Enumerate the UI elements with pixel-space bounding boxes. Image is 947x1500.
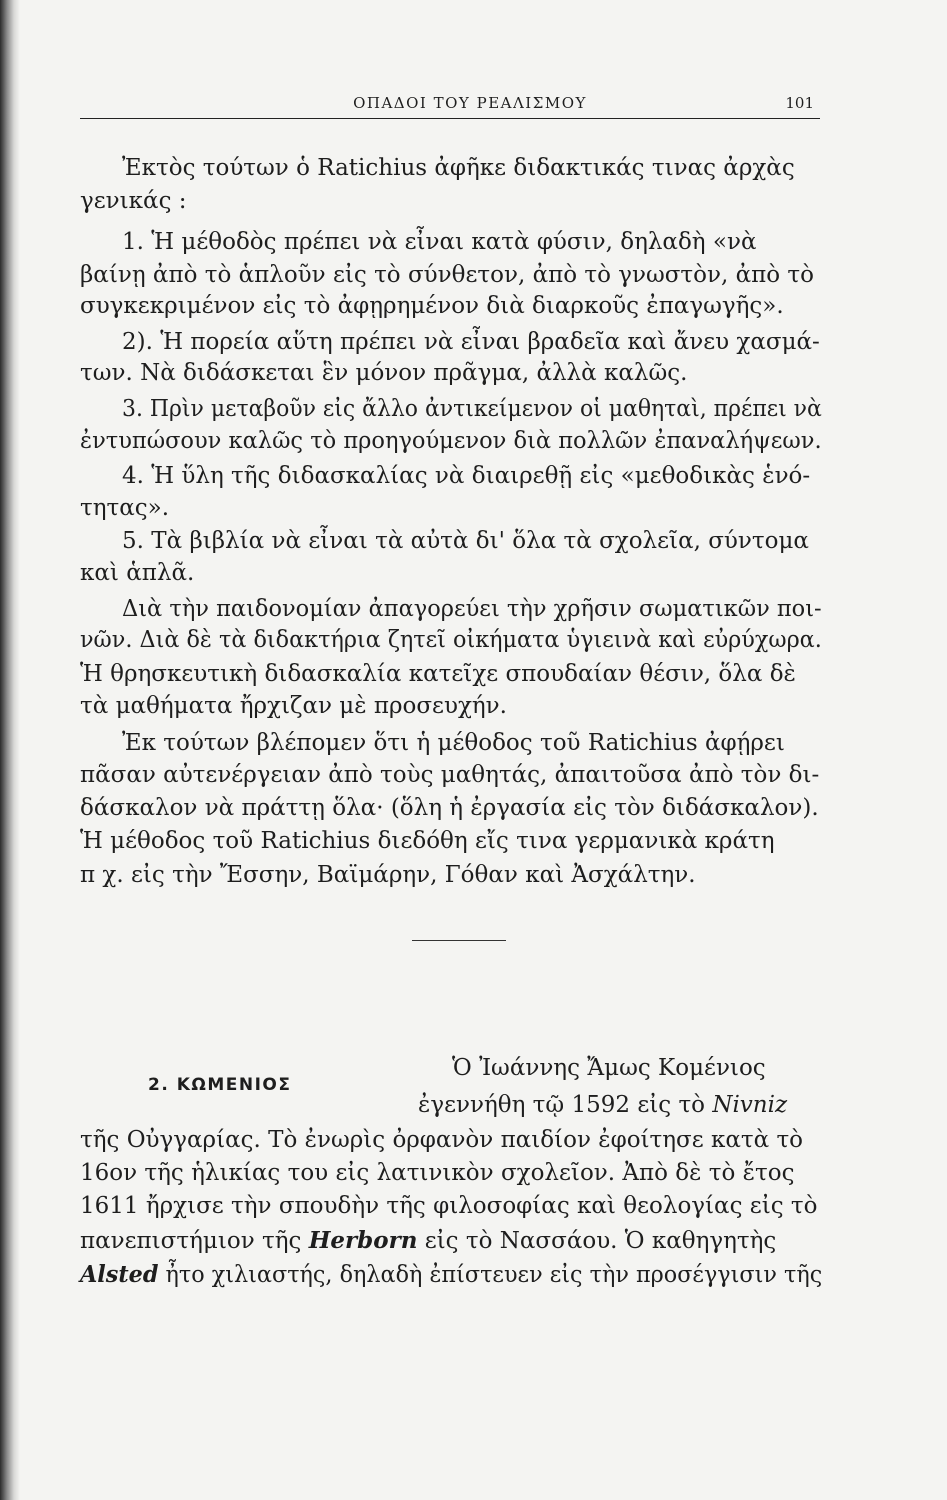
text-line: τῆς Οὐγγαρίας. Τὸ ἐνωρὶς ὀρφανὸν παιδίον ἐφοίτησε κατὰ τὸ xyxy=(80,1127,804,1153)
person-name: Alsted xyxy=(80,1261,159,1288)
text-line: 1. Ἡ μέθοδὸς πρέπει νὰ εἶναι κατὰ φύσιν, δηλαδὴ «νὰ xyxy=(122,229,757,255)
text-line: δάσκαλον νὰ πράττῃ ὅλα· (ὅλη ἡ ἐργασία εἰς τὸν διδάσκαλον). xyxy=(80,795,819,821)
page-number: 101 xyxy=(785,94,814,112)
text-run: πανεπιστήμιον τῆς xyxy=(80,1228,309,1254)
text-line: Διὰ τὴν παιδονομίαν ἀπαγορεύει τὴν χρῆσιν σωματικῶν ποι- xyxy=(122,596,822,622)
section-heading: 2. ΚΩΜΕΝΙΟΣ xyxy=(148,1075,292,1095)
text-line: των. Νὰ διδάσκεται ἓν μόνον πρᾶγμα, ἀλλὰ καλῶς. xyxy=(80,360,688,386)
page-header xyxy=(80,92,820,119)
text-line: 3. Πρὶν μεταβοῦν εἰς ἄλλο ἀντικείμενον οἱ μαθηταὶ, πρέπει νὰ xyxy=(122,396,822,422)
text-line: γενικάς : xyxy=(80,188,187,214)
text-line xyxy=(418,1094,787,1117)
text-line: συγκεκριμένον εἰς τὸ ἀφῃρημένον διὰ διαρκοῦς ἐπαγωγῆς». xyxy=(80,293,784,319)
text-line: τὰ μαθήματα ἤρχιζαν μὲ προσευχήν. xyxy=(80,693,507,719)
text-line: τητας». xyxy=(80,495,170,521)
running-title: ΟΠΑΔΟΙ ΤΟΥ ΡΕΑΛΙΣΜΟΥ xyxy=(353,94,587,112)
place-name: Nivniz xyxy=(712,1092,788,1118)
text-line: καὶ ἁπλᾶ. xyxy=(80,560,195,586)
book-binding-shadow xyxy=(0,0,20,1500)
text-line: 1611 ἤρχισε τὴν σπουδὴν τῆς φιλοσοφίας καὶ θεολογίας εἰς τὸ xyxy=(80,1193,818,1219)
text-line xyxy=(80,1263,822,1287)
text-line: 5. Τὰ βιβλία νὰ εἶναι τὰ αὐτὰ δι' ὅλα τὰ σχολεῖα, σύντομα xyxy=(122,528,809,554)
text-run: εἰς τὸ Νασσάου. Ὁ καθηγητὴς xyxy=(417,1228,777,1254)
text-run: ἐγεννήθη τῷ 1592 εἰς τὸ xyxy=(418,1092,713,1118)
text-line: 2). Ἡ πορεία αὕτη πρέπει νὰ εἶναι βραδεῖα καὶ ἄνευ χασμά- xyxy=(122,329,820,355)
text-line: νῶν. Διὰ δὲ τὰ διδακτήρια ζητεῖ οἰκήματα ὑγιεινὰ καὶ εὐρύχωρα. xyxy=(80,627,822,653)
text-line: Ὁ Ἰωάννης Ἄμως Κομένιος xyxy=(452,1055,766,1081)
text-line: βαίνῃ ἀπὸ τὸ ἁπλοῦν εἰς τὸ σύνθετον, ἀπὸ τὸ γνωστὸν, ἀπὸ τὸ xyxy=(80,262,814,288)
place-name: Herborn xyxy=(308,1227,418,1254)
text-line: 16ον τῆς ἡλικίας του εἰς λατινικὸν σχολεῖον. Ἀπὸ δὲ τὸ ἔτος xyxy=(80,1160,795,1186)
text-line: Ἐκτὸς τούτων ὁ Ratichius ἀφῆκε διδακτικάς τινας ἀρχὰς xyxy=(122,155,795,181)
text-line xyxy=(80,1229,776,1253)
section-divider xyxy=(412,940,506,941)
text-run: ἦτο χιλιαστής, δηλαδὴ ἐπίστευεν εἰς τὴν προσέγγισιν τῆς xyxy=(158,1262,823,1288)
text-line: πᾶσαν αὐτενέργειαν ἀπὸ τοὺς μαθητάς, ἀπαιτοῦσα ἀπὸ τὸν δι- xyxy=(80,762,820,788)
text-line: ἐντυπώσουν καλῶς τὸ προηγούμενον διὰ πολλῶν ἐπαναλήψεων. xyxy=(80,428,822,454)
text-line: π χ. εἰς τὴν Ἔσσην, Βαϊμάρην, Γόθαν καὶ Ἀσχάλτην. xyxy=(80,862,696,888)
text-line: Ἡ μέθοδος τοῦ Ratichius διεδόθη εἴς τινα γερμανικὰ κράτη xyxy=(80,828,775,854)
text-line: 4. Ἡ ὕλη τῆς διδασκαλίας νὰ διαιρεθῇ εἰς «μεθοδικὰς ἑνό- xyxy=(122,463,811,489)
text-line: Ἐκ τούτων βλέπομεν ὅτι ἡ μέθοδος τοῦ Ratichius ἀφῄρει xyxy=(122,730,785,756)
text-line: Ἡ θρησκευτικὴ διδασκαλία κατεῖχε σπουδαίαν θέσιν, ὅλα δὲ xyxy=(80,661,796,687)
